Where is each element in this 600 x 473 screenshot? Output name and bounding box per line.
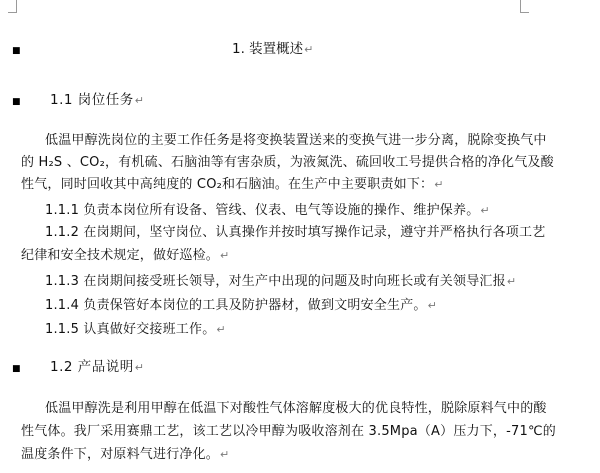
paragraph-line [21, 177, 444, 193]
paragraph-line: 低温甲醇洗是利用甲醇在低温下对酸性气体溶解度极大的优良特性，脱除原料气中的酸 [45, 401, 547, 416]
paragraph-text: 性气，同时回收其中高纯度的 CO₂和石脑油。在生产中主要职责如下： [21, 177, 434, 192]
paragraph-mark-icon: ↵ [506, 275, 517, 288]
paragraph-line [21, 447, 229, 463]
paragraph-line: 的 H₂S 、CO₂，有机硫、石脑油等有害杂质，为液氮洗、硫回收工号提供合格的净化气及酸 [21, 155, 554, 170]
paragraph-mark-icon: ↵ [216, 323, 226, 336]
duty-item [45, 298, 437, 314]
section-heading-text: 1.2 产品说明 [50, 359, 134, 375]
paragraph-line: 性气体。我厂采用赛鼎工艺，该工艺以冷甲醇为吸收溶剂在 3.5Mpa（A）压力下，-71℃的 [21, 424, 556, 439]
list-bullet: ■ [12, 97, 21, 107]
duty-item [45, 203, 490, 219]
duty-text: 1.1.3 在岗期间接受班长领导，对生产中出现的问题及时向班长或有关领导汇报 [45, 274, 506, 289]
section-heading-1-1 [50, 92, 144, 109]
paragraph-mark-icon: ↵ [304, 43, 314, 56]
paragraph-mark-icon: ↵ [134, 94, 145, 107]
paragraph-mark-icon: ↵ [427, 299, 438, 312]
crop-mark-top-left [8, 0, 17, 13]
paragraph-mark-icon: ↵ [480, 204, 490, 217]
section-heading-text: 1.1 岗位任务 [50, 92, 134, 108]
list-bullet: ■ [12, 364, 21, 374]
paragraph-line: 低温甲醇洗岗位的主要工作任务是将变换装置送来的变换气进一步分离，脱除变换气中 [45, 133, 547, 148]
duty-item-continuation [21, 248, 229, 264]
document-title [232, 41, 313, 58]
list-bullet: ■ [12, 46, 21, 56]
paragraph-mark-icon: ↵ [220, 249, 230, 262]
duty-text: 1.1.4 负责保管好本岗位的工具及防护器材，做到文明安全生产。 [45, 298, 427, 313]
paragraph-mark-icon: ↵ [134, 361, 145, 374]
paragraph-mark-icon: ↵ [434, 178, 444, 191]
duty-text: 1.1.1 负责本岗位所有设备、管线、仪表、电气等设施的操作、维护保养。 [45, 203, 480, 218]
section-heading-1-2 [50, 359, 144, 376]
duty-item [45, 322, 226, 338]
duty-item [45, 274, 516, 290]
duty-text: 1.1.5 认真做好交接班工作。 [45, 322, 216, 337]
document-title-text: 1. 装置概述 [232, 41, 304, 57]
paragraph-text: 温度条件下，对原料气进行净化。 [21, 447, 220, 462]
paragraph-mark-icon: ↵ [220, 448, 230, 461]
duty-item: 1.1.2 在岗期间，坚守岗位、认真操作并按时填写操作记录，遵守并严格执行各项工艺 [45, 225, 546, 240]
crop-mark-top-right [520, 0, 529, 13]
duty-text: 纪律和安全技术规定，做好巡检。 [21, 248, 220, 263]
